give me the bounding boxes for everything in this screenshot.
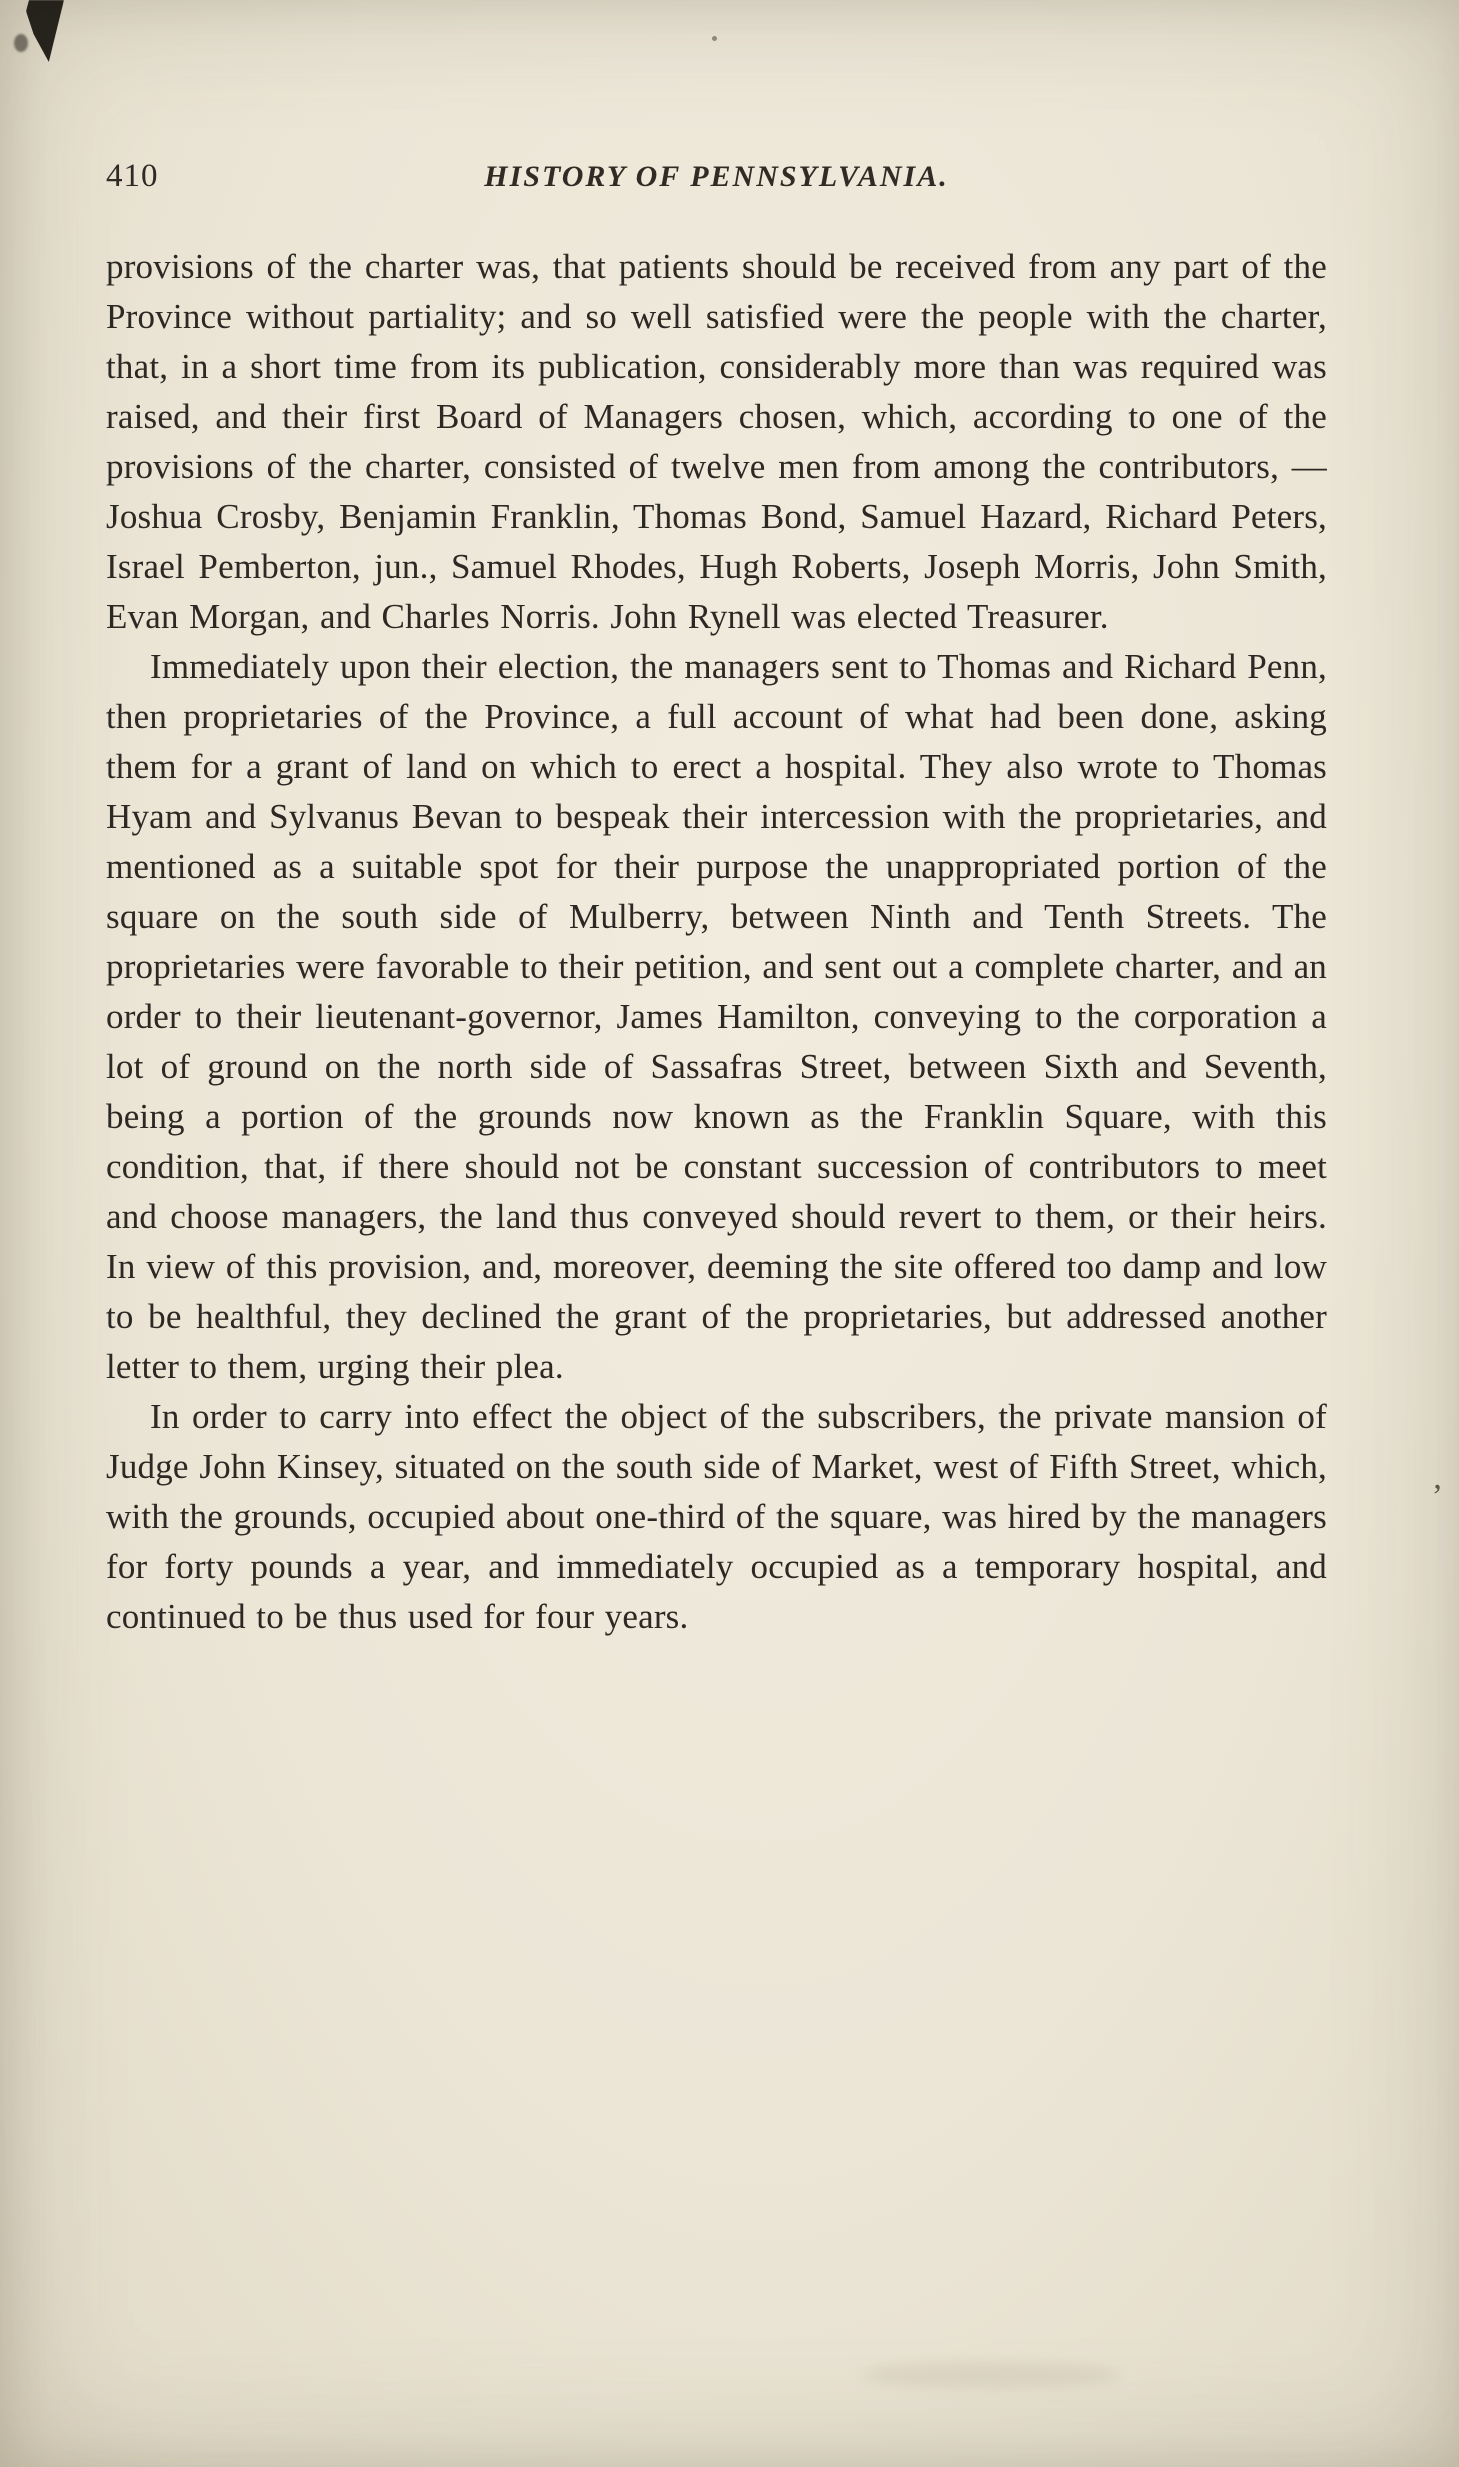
scan-artifact-dot [712,36,717,41]
margin-mark: ’ [1431,1478,1443,1515]
scan-artifact-corner [26,0,64,62]
running-title: HISTORY OF PENNSYLVANIA. [484,160,949,193]
paragraph-2: Immediately upon their election, the managers sent to Thomas and Richard Penn, then proprietaries of the Province, a full account of what had been done, asking them for a grant of land on which to erect a hospital. They also wrote to Thomas Hyam and Sylvanus Bevan to bespeak their intercession with the proprietaries, and mentioned as a suitable spot for their purpose the unappropriated portion of the square on the south side of Mulberry, between Ninth and Tenth Streets. The proprietaries were favorable to their petition, and sent out a complete charter, and an order to their lieutenant-governor, James Hamilton, conveying to the corporation a lot of ground on the north side of Sassafras Street, between Sixth and Seventh, being a portion of the grounds now known as the Franklin Square, with this condition, that, if there should not be constant succession of contributors to meet and choose managers, the land thus conveyed should revert to them, or their heirs. In view of this provision, and, moreover, deeming the site offered too damp and low to be healthful, they declined the grant of the proprietaries, but addressed another letter to them, urging their plea. [106,647,1327,1386]
page-body [106,242,1327,1642]
page-number: 410 [106,158,159,194]
scan-artifact-spot [14,34,28,52]
page-header [106,158,1327,195]
paragraph-3: In order to carry into effect the object of the subscribers, the private mansion of Judge John Kinsey, situated on the south side of Market, west of Fifth Street, which, with the grounds, occupied about one-third of the square, was hired by the managers for forty pounds a year, and immediately occupied as a temporary hospital, and continued to be thus used for four years. [106,1397,1327,1636]
scan-smudge [860,2362,1120,2388]
paragraph-1: provisions of the charter was, that patients should be received from any part of the Province without partiality; and so well satisfied were the people with the charter, that, in a short time from its publication, considerably more than was required was raised, and their first Board of Managers chosen, which, according to one of the provisions of the charter, consisted of twelve men from among the contributors, — Joshua Crosby, Benjamin Franklin, Thomas Bond, Samuel Hazard, Richard Peters, Israel Pemberton, jun., Samuel Rhodes, Hugh Roberts, Joseph Morris, John Smith, Evan Morgan, and Charles Norris. John Rynell was elected Treasurer. [106,247,1327,636]
